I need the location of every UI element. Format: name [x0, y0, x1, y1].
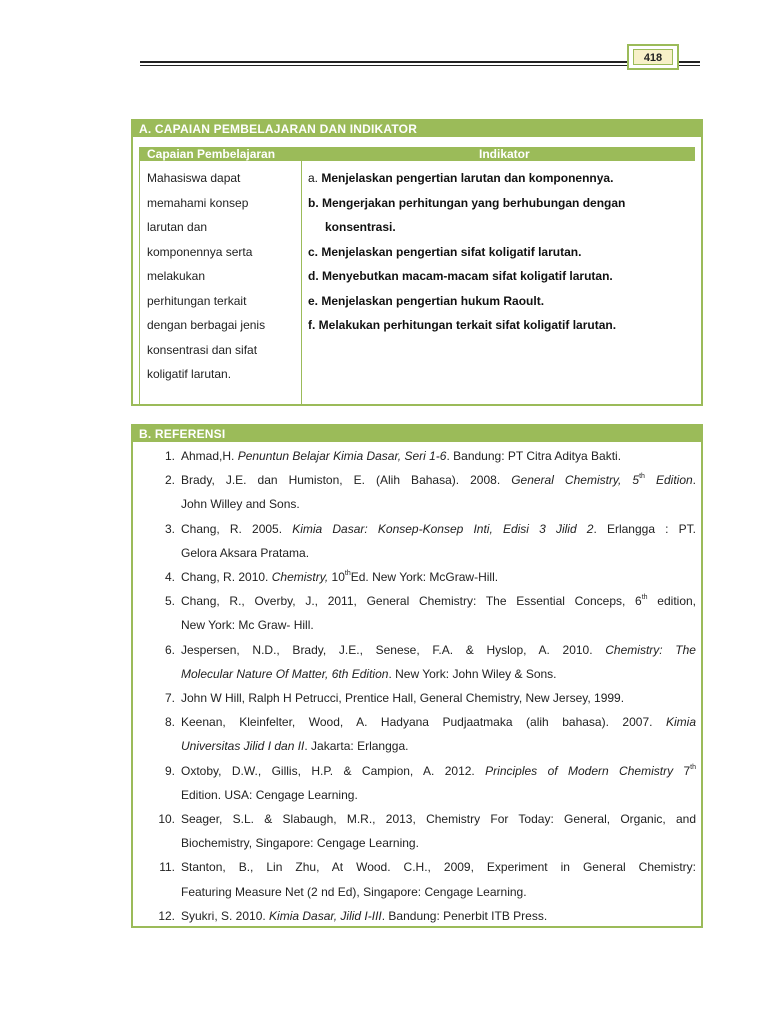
table-header	[139, 147, 695, 161]
reference-item	[153, 759, 696, 807]
reference-text	[181, 517, 696, 565]
outcome-line: komponennya serta	[147, 244, 253, 259]
ref-text: Oxtoby, D.W., Gillis, H.P. & Campion, A. 2012.	[181, 763, 486, 778]
ref-superscript: th	[690, 763, 696, 771]
reference-number: 5.	[164, 594, 175, 609]
indicator-f: f. Melakukan perhitungan terkait sifat koligatif larutan.	[308, 318, 617, 332]
outcome-line: perhitungan terkait	[147, 293, 247, 308]
reference-item	[153, 855, 696, 903]
ref-text: . Bandung: PT Citra Aditya Bakti.	[446, 449, 622, 463]
reference-text	[181, 444, 696, 468]
reference-text	[181, 855, 696, 903]
reference-item	[153, 444, 696, 468]
ref-title: Molecular Nature Of Matter, 6th Edition	[181, 666, 389, 681]
ref-title: Edition	[644, 473, 693, 488]
reference-number: 9.	[164, 763, 175, 778]
reference-text	[181, 710, 696, 758]
reference-text	[181, 807, 696, 855]
reference-item	[153, 686, 696, 710]
ref-title: Chemistry: The	[605, 642, 696, 657]
outcome-line: memahami konsep	[147, 195, 249, 210]
ref-title: Kimia	[665, 715, 696, 730]
reference-number: 12.	[158, 908, 175, 923]
outcome-line: koligatif larutan.	[147, 367, 232, 381]
outcome-line: konsentrasi dan sifat	[147, 342, 258, 357]
ref-title: General Chemistry, 5	[511, 473, 640, 488]
reference-number: 7.	[164, 691, 175, 706]
page-number-badge	[627, 44, 679, 70]
reference-text	[181, 759, 696, 807]
indicator-d: d. Menyebutkan macam-macam sifat koligatif larutan.	[308, 269, 613, 283]
reference-number: 8.	[164, 715, 175, 730]
ref-text: Chang, R., Overby, J., 2011, General Chemistry: The Essential Conceps, 6	[181, 594, 642, 609]
col-header-indicator: Indikator	[479, 147, 530, 161]
ref-text: . Jakarta: Erlangga.	[304, 739, 409, 754]
ref-text: John Willey and Sons.	[181, 497, 300, 512]
col-header-learning-outcome: Capaian Pembelajaran	[147, 147, 276, 161]
reference-text	[181, 468, 696, 516]
outcome-line: larutan dan	[147, 220, 208, 234]
ref-text: Brady, J.E. dan Humiston, E. (Alih Bahasa). 2008.	[181, 473, 512, 488]
header-rule	[140, 61, 700, 63]
section-references	[131, 424, 703, 928]
indicator-c: c. Menjelaskan pengertian sifat koligatif larutan.	[308, 244, 582, 259]
reference-text: John W Hill, Ralph H Petrucci, Prentice Hall, General Chemistry, New Jersey, 1999.	[181, 691, 625, 706]
ref-text: . Erlangga : PT.	[593, 521, 696, 536]
reference-item	[153, 807, 696, 855]
ref-text: New York: Mc Graw- Hill.	[181, 618, 314, 633]
ref-text: Syukri, S. 2010.	[181, 908, 270, 923]
reference-item	[153, 638, 696, 686]
ref-text: Gelora Aksara Pratama.	[181, 545, 310, 560]
reference-list	[153, 444, 696, 928]
ref-title: Kimia Dasar: Konsep-Konsep Inti, Edisi 3 Jilid 2	[292, 521, 594, 536]
outcome-line: Mahasiswa dapat	[147, 171, 241, 185]
outcome-line: dengan berbagai jenis	[147, 318, 266, 332]
reference-number: 1.	[164, 449, 175, 463]
ref-text: Biochemistry, Singapore: Cengage Learning.	[181, 836, 419, 851]
section-b-title: B. REFERENSI	[133, 426, 701, 442]
indicator-list	[308, 166, 698, 338]
reference-text	[181, 589, 696, 637]
ref-text: 7	[673, 763, 691, 778]
ref-text: Ahmad,H.	[181, 449, 238, 463]
ref-title: Kimia Dasar, Jilid I-III	[269, 908, 382, 923]
reference-item	[153, 565, 696, 589]
ref-text: Chang, R. 2010.	[181, 570, 272, 585]
reference-number: 6.	[164, 642, 175, 657]
reference-item	[153, 517, 696, 565]
ref-superscript: th	[641, 594, 648, 602]
reference-number: 4.	[164, 570, 175, 585]
ref-text: Edition. USA: Cengage Learning.	[181, 787, 358, 802]
ref-text: .	[692, 473, 697, 488]
indicator-e: e. Menjelaskan pengertian hukum Raoult.	[308, 293, 545, 308]
page-number: 418	[633, 49, 673, 65]
section-learning-outcomes	[131, 119, 703, 406]
learning-outcome-text	[147, 166, 297, 387]
ref-text: . Bandung: Penerbit ITB Press.	[381, 908, 548, 923]
header-rule-double	[140, 65, 700, 66]
ref-text: . New York: John Wiley & Sons.	[388, 666, 557, 681]
reference-text	[181, 904, 696, 928]
reference-text	[181, 565, 696, 589]
reference-item	[153, 710, 696, 758]
ref-text: Featuring Measure Net (2 nd Ed), Singapore: Cengage Learning.	[181, 884, 527, 899]
reference-text	[181, 638, 696, 686]
ref-title: Penuntun Belajar Kimia Dasar, Seri 1-6	[237, 449, 447, 463]
indicator-b: b. Mengerjakan perhitungan yang berhubungan dengan	[308, 195, 626, 210]
learning-outcome-cell	[139, 161, 302, 404]
reference-item	[153, 589, 696, 637]
ref-title: Chemistry,	[271, 570, 329, 585]
indicator-a	[308, 166, 698, 191]
ref-text: Jespersen, N.D., Brady, J.E., Senese, F.A. & Hyslop, A. 2010.	[181, 642, 606, 657]
ref-superscript: th	[344, 570, 351, 578]
ref-title: Principles of Modern Chemistry	[485, 763, 674, 778]
indicator-b-cont: konsentrasi.	[325, 220, 396, 234]
reference-item	[153, 904, 696, 928]
indicator-a-prefix: a.	[308, 171, 322, 185]
ref-text: Chang, R. 2005.	[181, 521, 293, 536]
reference-number: 10.	[158, 812, 175, 827]
ref-text: edition,	[647, 594, 696, 609]
reference-number: 11.	[159, 860, 175, 875]
ref-text: Keenan, Kleinfelter, Wood, A. Hadyana Pudjaatmaka (alih bahasa). 2007.	[181, 715, 666, 730]
ref-text: 10	[328, 570, 345, 585]
indicator-a-text: Menjelaskan pengertian larutan dan komponennya.	[321, 171, 614, 185]
ref-title: Universitas Jilid I dan II	[181, 739, 305, 754]
section-a-title: A. CAPAIAN PEMBELAJARAN DAN INDIKATOR	[133, 121, 701, 137]
reference-number: 2.	[164, 473, 175, 488]
ref-superscript: th	[639, 473, 645, 481]
ref-text: Seager, S.L. & Slabaugh, M.R., 2013, Chemistry For Today: General, Organic, and	[181, 812, 696, 827]
reference-item	[153, 468, 696, 516]
reference-number: 3.	[164, 521, 175, 536]
ref-text: Stanton, B., Lin Zhu, At Wood. C.H., 2009, Experiment in General Chemistry:	[181, 860, 696, 875]
outcome-line: melakukan	[147, 269, 206, 283]
ref-text: Ed. New York: McGraw-Hill.	[350, 570, 499, 585]
